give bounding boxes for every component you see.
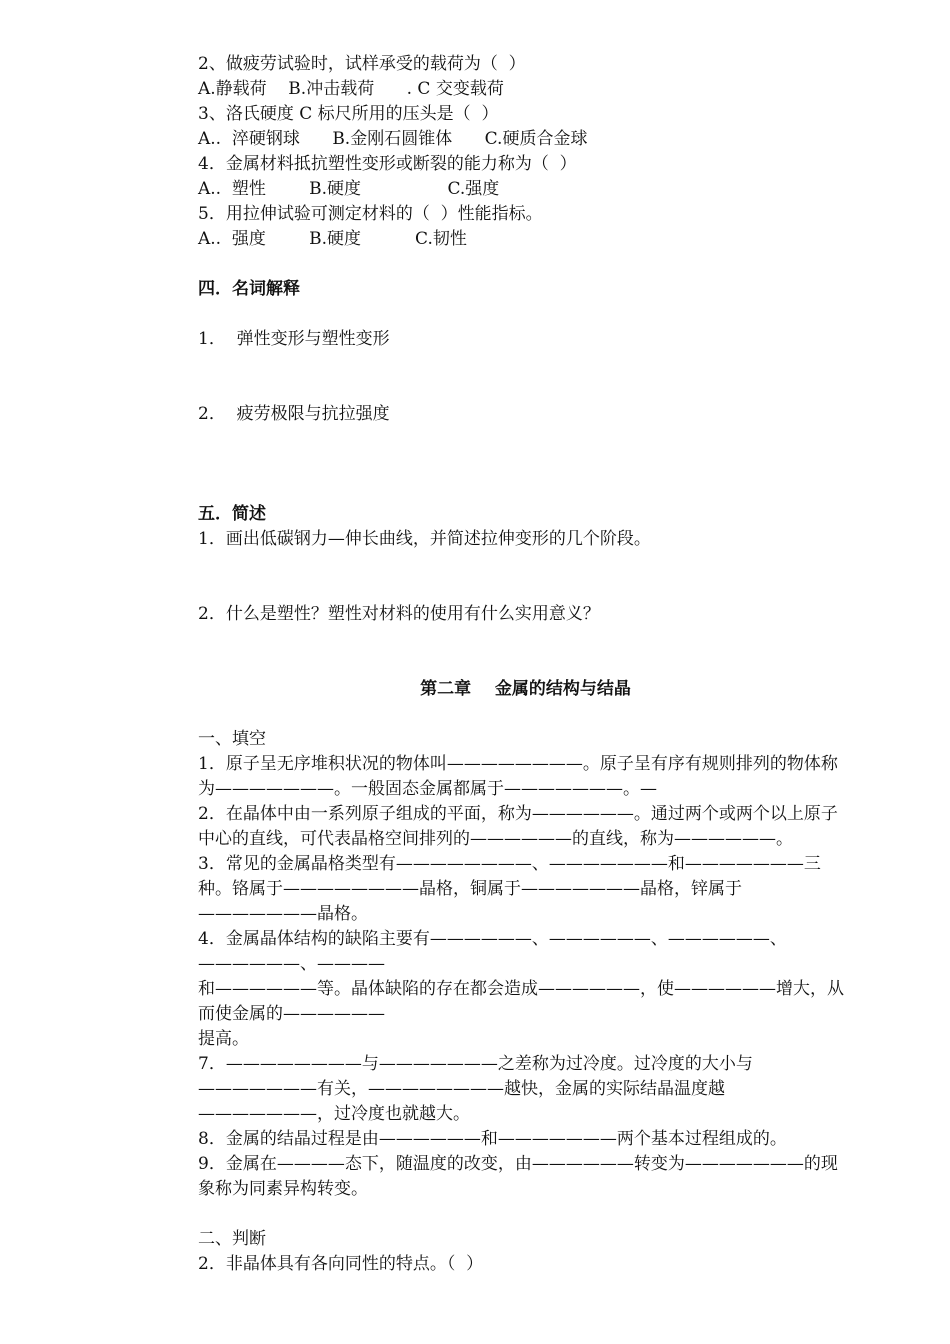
fill-blank-8: 8．金属的结晶过程是由——————和———————两个基本过程组成的。 xyxy=(198,1129,787,1149)
spacer xyxy=(198,427,853,502)
spacer xyxy=(198,702,853,727)
spacer xyxy=(198,352,853,402)
section-4-title: 四．名词解释 xyxy=(198,279,300,299)
question-5: 5．用拉伸试验可测定材料的（ ）性能指标。 xyxy=(198,204,543,224)
fill-blank-4: 4．金属晶体结构的缺陷主要有——————、——————、——————、——————、———— xyxy=(198,929,787,974)
section-5-title: 五．简述 xyxy=(198,504,266,524)
question-5-options: A.. 强度 B.硬度 C.韧性 xyxy=(198,229,467,249)
spacer xyxy=(198,552,853,602)
spacer xyxy=(198,302,853,327)
section-4-item-2: 2． 疲劳极限与抗拉强度 xyxy=(198,404,390,424)
question-3-options: A.. 淬硬钢球 B.金刚石圆锥体 C.硬质合金球 xyxy=(198,129,588,149)
fill-blank-title: 一、填空 xyxy=(198,729,266,749)
fill-blank-4-end: 提高。 xyxy=(198,1029,249,1049)
judge-title: 二、判断 xyxy=(198,1229,266,1249)
question-2: 2、做疲劳试验时，试样承受的载荷为（ ） xyxy=(198,54,526,74)
chapter-2-title: 第二章 金属的结构与结晶 xyxy=(420,679,631,699)
fill-blank-7: 7．————————与———————之差称为过冷度。过冷度的大小与———————有关，————————越快，金属的实际结晶温度越———————，过冷度也就越大。 xyxy=(198,1054,753,1124)
judge-2: 2．非晶体具有各向同性的特点。（ ） xyxy=(198,1254,484,1274)
fill-blank-9: 9．金属在————态下，随温度的改变，由——————转变为———————的现象称为同素异构转变。 xyxy=(198,1154,838,1199)
fill-blank-2: 2．在晶体中由一系列原子组成的平面，称为——————。通过两个或两个以上原子中心的直线，可代表晶格空间排列的——————的直线，称为——————。 xyxy=(198,804,838,849)
section-4-item-1: 1． 弹性变形与塑性变形 xyxy=(198,329,390,349)
section-5-item-2: 2．什么是塑性？塑性对材料的使用有什么实用意义？ xyxy=(198,604,600,624)
spacer xyxy=(198,1202,853,1227)
spacer xyxy=(198,627,853,677)
fill-blank-4-continued: 和——————等。晶体缺陷的存在都会造成——————，使——————增大，从而使金属的—————— xyxy=(198,979,844,1024)
fill-blank-3: 3．常见的金属晶格类型有————————、———————和———————三种。铬属于————————晶格，铜属于———————晶格，锌属于———————晶格。 xyxy=(198,854,821,924)
question-2-options: A.静载荷 B.冲击载荷 . C 交变载荷 xyxy=(198,79,504,99)
fill-blank-1: 1．原子呈无序堆积状况的物体叫————————。原子呈有序有规则排列的物体称为———————。一般固态金属都属于———————。— xyxy=(198,754,838,799)
document-content xyxy=(198,52,853,1277)
question-3: 3、洛氏硬度 C 标尺所用的压头是（ ） xyxy=(198,104,499,124)
section-5-item-1: 1．画出低碳钢力—伸长曲线，并简述拉伸变形的几个阶段。 xyxy=(198,529,651,549)
spacer xyxy=(198,252,853,277)
question-4: 4．金属材料抵抗塑性变形或断裂的能力称为（ ） xyxy=(198,154,577,174)
question-4-options: A.. 塑性 B.硬度 C.强度 xyxy=(198,179,500,199)
